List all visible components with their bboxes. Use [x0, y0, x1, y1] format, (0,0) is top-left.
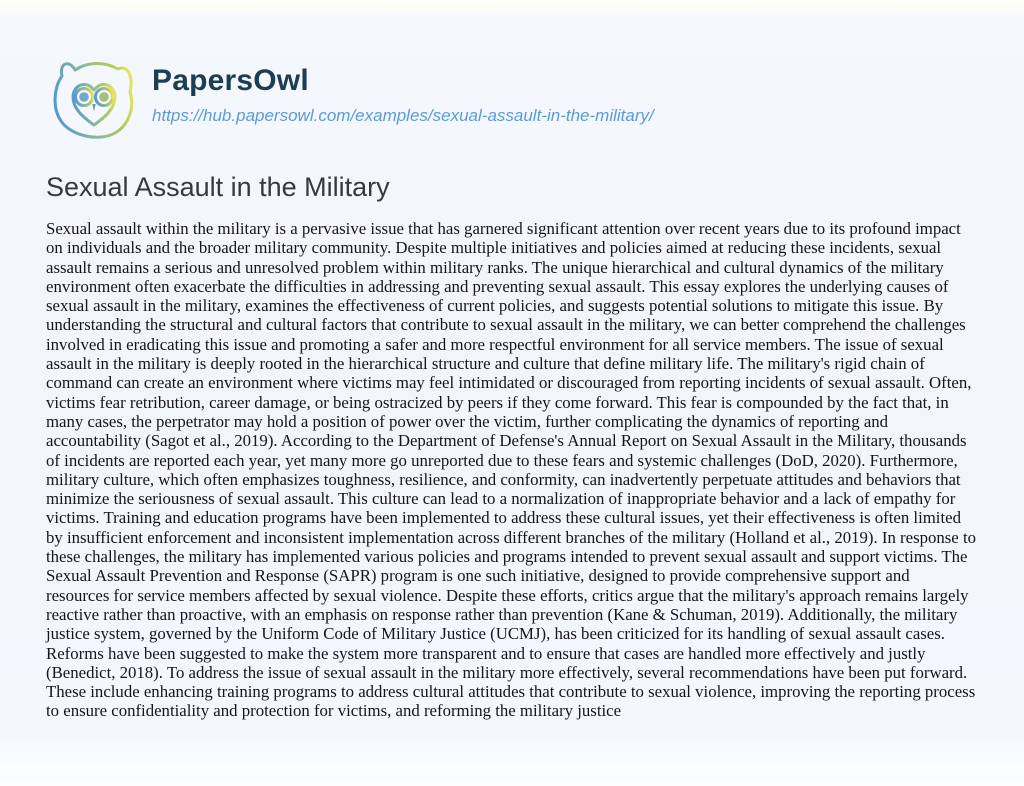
- source-url-link[interactable]: https://hub.papersowl.com/examples/sexual-assault-in-the-military/: [152, 106, 654, 125]
- page-title: Sexual Assault in the Military: [46, 172, 390, 202]
- essay-body-text: Sexual assault within the military is a pervasive issue that has garnered significant attention over recent years due to its profound impact on individuals and the broader military community. Despite multiple initiatives and policies aimed at reducing these incidents, sexual assault remains a serious and unresolved problem within military ranks. The unique hierarchical and cultural dynamics of the military environment often exacerbate the difficulties in addressing and preventing sexual assault. This essay explores the underlying causes of sexual assault in the military, examines the effectiveness of current policies, and suggests potential solutions to mitigate this issue. By understanding the structural and cultural factors that contribute to sexual assault in the military, we can better comprehend the challenges involved in eradicating this issue and promoting a safer and more respectful environment for all service members. The issue of sexual assault in the military is deeply rooted in the hierarchical structure and culture that define military life. The military's rigid chain of command can create an environment where victims may feel intimidated or discouraged from reporting incidents of sexual assault. Often, victims fear retribution, career damage, or being ostracized by peers if they come forward. This fear is compounded by the fact that, in many cases, the perpetrator may hold a position of power over the victim, further complicating the dynamics of reporting and accountability (Sagot et al., 2019). According to the Department of Defense's Annual Report on Sexual Assault in the Military, thousands of incidents are reported each year, yet many more go unreported due to these fears and systemic challenges (DoD, 2020). Furthermore, military culture, which often emphasizes toughness, resilience, and conformity, can inadvertently perpetuate attitudes and behaviors that minimize the seriousness of sexual assault. This culture can lead to a normalization of inappropriate behavior and a lack of empathy for victims. Training and education programs have been implemented to address these cultural issues, yet their effectiveness is often limited by insufficient enforcement and inconsistent implementation across different branches of the military (Holland et al., 2019). In response to these challenges, the military has implemented various policies and programs intended to prevent sexual assault and support victims. The Sexual Assault Prevention and Response (SAPR) program is one such initiative, designed to provide comprehensive support and resources for service members affected by sexual violence. Despite these efforts, critics argue that the military's approach remains largely reactive rather than proactive, with an emphasis on response rather than prevention (Kane & Schuman, 2019). Additionally, the military justice system, governed by the Uniform Code of Military Justice (UCMJ), has been criticized for its handling of sexual assault cases. Reforms have been suggested to make the system more transparent and to ensure that cases are handled more effectively and justly (Benedict, 2018). To address the issue of sexual assault in the military more effectively, several recommendations have been put forward. These include enhancing training programs to address cultural attitudes that contribute to sexual violence, improving the reporting process to ensure confidentiality and protection for victims, and reforming the military justice: [46, 219, 977, 721]
- brand-name: PapersOwl: [152, 64, 309, 97]
- owl-logo-icon: [44, 52, 144, 152]
